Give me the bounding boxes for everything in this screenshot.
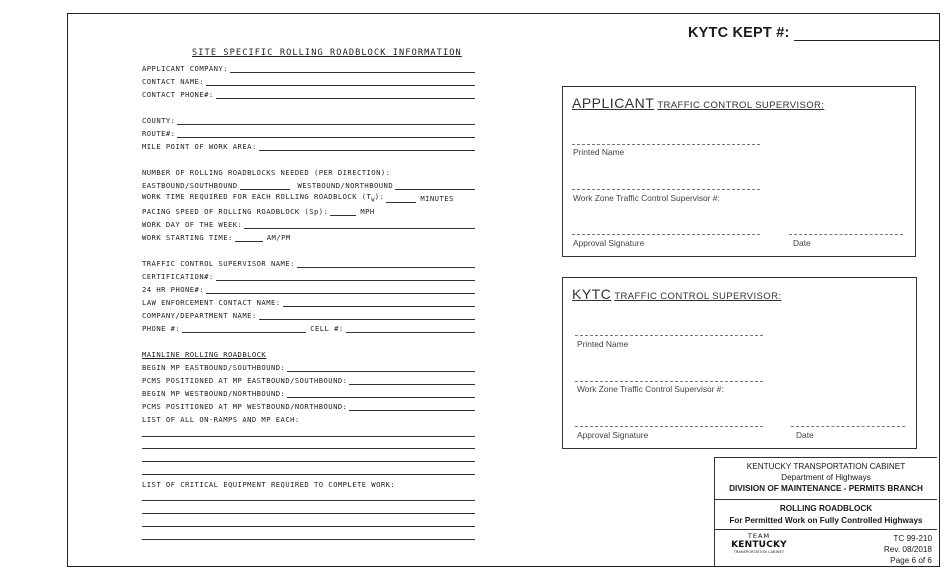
am-pm-label: AM/PM xyxy=(266,233,291,242)
begin-wb-label: BEGIN MP WESTBOUND/NORTHBOUND: xyxy=(142,389,286,398)
phone-label: PHONE #: xyxy=(142,324,181,333)
applicant-wz-label: Work Zone Traffic Control Supervisor #: xyxy=(573,193,720,203)
direction-row[interactable] xyxy=(142,179,475,190)
kytc-date-label: Date xyxy=(796,430,814,440)
contact-name-blank[interactable] xyxy=(206,77,475,86)
applicant-box-small: TRAFFIC CONTROL SUPERVISOR: xyxy=(657,100,825,111)
pcms-eb-blank[interactable] xyxy=(349,376,475,385)
work-start-row[interactable] xyxy=(142,231,475,242)
kytc-box-small: TRAFFIC CONTROL SUPERVISOR: xyxy=(614,291,782,302)
kytc-signature-label: Approval Signature xyxy=(577,430,649,440)
equipment-line-4[interactable] xyxy=(142,539,475,540)
route-blank[interactable] xyxy=(177,129,475,138)
logo-kentucky-text: KENTUCKY xyxy=(731,540,787,550)
equipment-line-3[interactable] xyxy=(142,526,475,527)
contact-phone-blank[interactable] xyxy=(216,90,475,99)
pcms-wb-blank[interactable] xyxy=(349,402,475,411)
mainline-heading: MAINLINE ROLLING ROADBLOCK xyxy=(142,350,267,359)
law-contact-label: LAW ENFORCEMENT CONTACT NAME: xyxy=(142,298,281,307)
kytc-box-heading xyxy=(572,286,781,304)
pcms-wb-label: PCMS POSITIONED AT MP WESTBOUND/NORTHBOUND: xyxy=(142,402,348,411)
pcms-wb-row[interactable] xyxy=(142,400,475,411)
form-number: TC 99-210 xyxy=(893,534,932,543)
certification-row[interactable] xyxy=(142,270,475,281)
logo-cabinet-text: TRANSPORTATION CABINET xyxy=(733,550,785,554)
kytc-tcs-box xyxy=(562,277,917,449)
applicant-signature-label: Approval Signature xyxy=(573,238,645,248)
kytc-kept-field xyxy=(688,25,940,41)
work-time-blank[interactable] xyxy=(386,194,416,203)
kytc-wz-line[interactable] xyxy=(575,381,763,382)
certification-label: CERTIFICATION#: xyxy=(142,272,214,281)
applicant-printed-name-label: Printed Name xyxy=(573,147,625,157)
work-day-label: WORK DAY OF THE WEEK: xyxy=(142,220,243,229)
work-start-label: WORK STARTING TIME: xyxy=(142,233,233,242)
ramps-line-2[interactable] xyxy=(142,448,475,449)
minutes-label: MINUTES xyxy=(420,194,454,203)
pacing-speed-blank[interactable] xyxy=(330,207,356,216)
begin-wb-blank[interactable] xyxy=(287,389,475,398)
title-block-document xyxy=(715,500,937,530)
begin-eb-blank[interactable] xyxy=(287,363,475,372)
begin-eb-label: BEGIN MP EASTBOUND/SOUTHBOUND: xyxy=(142,363,286,372)
mile-point-label: MILE POINT OF WORK AREA: xyxy=(142,142,257,151)
equipment-row xyxy=(142,478,475,489)
applicant-date-label: Date xyxy=(793,238,811,248)
phone-24-label: 24 HR PHONE#: xyxy=(142,285,205,294)
site-info-title: SITE SPECIFIC ROLLING ROADBLOCK INFORMATION xyxy=(192,48,462,58)
title-block-agency xyxy=(715,458,937,500)
title-block-form-info xyxy=(884,533,932,566)
county-row[interactable] xyxy=(142,114,475,125)
mph-label: MPH xyxy=(360,207,375,216)
tcs-name-blank[interactable] xyxy=(297,259,475,268)
pcms-eb-row[interactable] xyxy=(142,374,475,385)
kytc-printed-name-label: Printed Name xyxy=(577,339,629,349)
work-start-blank[interactable] xyxy=(235,233,263,242)
work-day-blank[interactable] xyxy=(244,220,475,229)
phone-24-blank[interactable] xyxy=(206,285,475,294)
pacing-speed-row[interactable] xyxy=(142,205,475,216)
agency-name: KENTUCKY TRANSPORTATION CABINET xyxy=(746,462,906,471)
applicant-wz-line[interactable] xyxy=(572,189,760,190)
applicant-company-label: APPLICANT COMPANY: xyxy=(142,64,228,73)
team-kentucky-logo xyxy=(731,533,787,565)
department-name: Department of Highways xyxy=(781,473,871,482)
county-blank[interactable] xyxy=(177,116,475,125)
document-subtitle: For Permitted Work on Fully Controlled Highways xyxy=(729,516,923,525)
kytc-kept-blank[interactable] xyxy=(794,26,940,41)
county-label: COUNTY: xyxy=(142,116,176,125)
kytc-box-big: KYTC xyxy=(572,286,612,302)
westbound-label: WESTBOUND/NORTHBOUND xyxy=(297,181,394,190)
eastbound-label: EASTBOUND/SOUTHBOUND xyxy=(142,181,238,190)
contact-name-row[interactable] xyxy=(142,75,475,86)
law-contact-blank[interactable] xyxy=(283,298,475,307)
applicant-company-blank[interactable] xyxy=(230,64,475,73)
company-dept-row[interactable] xyxy=(142,309,475,320)
westbound-blank[interactable] xyxy=(395,181,475,190)
kytc-signature-line[interactable] xyxy=(575,426,763,427)
begin-eb-row[interactable] xyxy=(142,361,475,372)
applicant-box-heading xyxy=(572,95,824,113)
ramps-line-1[interactable] xyxy=(142,436,475,437)
route-label: ROUTE#: xyxy=(142,129,176,138)
begin-wb-row[interactable] xyxy=(142,387,475,398)
phone-cell-row[interactable] xyxy=(142,322,475,333)
ramps-line-4[interactable] xyxy=(142,474,475,475)
phone-blank[interactable] xyxy=(182,324,306,333)
work-time-label: WORK TIME REQUIRED FOR EACH ROLLING ROADBLOCK $(T_W)$: xyxy=(142,191,385,203)
pacing-speed-label: PACING SPEED OF ROLLING ROADBLOCK (Sp): xyxy=(142,207,329,216)
mainline-heading-row xyxy=(142,348,475,359)
contact-phone-label: CONTACT PHONE#: xyxy=(142,90,214,99)
cell-blank[interactable] xyxy=(346,324,475,333)
num-roadblocks-label: NUMBER OF ROLLING ROADBLOCKS NEEDED (PER DIRECTION): xyxy=(142,168,391,177)
eastbound-blank[interactable] xyxy=(240,181,290,190)
applicant-date-line[interactable] xyxy=(789,234,903,235)
equipment-label: LIST OF CRITICAL EQUIPMENT REQUIRED TO COMPLETE WORK: xyxy=(142,480,396,489)
applicant-printed-name-line[interactable] xyxy=(572,144,760,145)
certification-blank[interactable] xyxy=(216,272,475,281)
mile-point-blank[interactable] xyxy=(259,142,475,151)
work-time-row[interactable] xyxy=(142,192,475,203)
page-number: Page 6 of 6 xyxy=(890,556,932,565)
pcms-eb-label: PCMS POSITIONED AT MP EASTBOUND/SOUTHBOUND: xyxy=(142,376,348,385)
contact-name-label: CONTACT NAME: xyxy=(142,77,205,86)
cell-label: CELL #: xyxy=(310,324,344,333)
division-name: DIVISION OF MAINTENANCE - PERMITS BRANCH xyxy=(729,484,923,493)
ramps-line-3[interactable] xyxy=(142,461,475,462)
logo-team-text: TEAM xyxy=(747,532,771,540)
applicant-company-row[interactable] xyxy=(142,62,475,73)
law-contact-row[interactable] xyxy=(142,296,475,307)
applicant-tcs-box xyxy=(562,86,916,257)
route-row[interactable] xyxy=(142,127,475,138)
ramps-label: LIST OF ALL ON-RAMPS AND MP EACH: xyxy=(142,415,300,424)
company-dept-label: COMPANY/DEPARTMENT NAME: xyxy=(142,311,257,320)
ramps-row xyxy=(142,413,475,424)
num-roadblocks-row xyxy=(142,166,475,177)
kytc-wz-label: Work Zone Traffic Control Supervisor #: xyxy=(577,384,724,394)
kytc-printed-name-line[interactable] xyxy=(575,335,763,336)
company-dept-blank[interactable] xyxy=(259,311,475,320)
revision-date: Rev. 08/2018 xyxy=(883,545,932,554)
tcs-name-label: TRAFFIC CONTROL SUPERVISOR NAME: xyxy=(142,259,295,268)
applicant-signature-line[interactable] xyxy=(572,234,760,235)
title-block xyxy=(714,457,937,567)
mile-point-row[interactable] xyxy=(142,140,475,151)
document-title: ROLLING ROADBLOCK xyxy=(779,504,873,513)
contact-phone-row[interactable] xyxy=(142,88,475,99)
tcs-name-row[interactable] xyxy=(142,257,475,268)
applicant-box-big: APPLICANT xyxy=(572,95,655,111)
work-day-row[interactable] xyxy=(142,218,475,229)
equipment-line-1[interactable] xyxy=(142,500,475,501)
kytc-date-line[interactable] xyxy=(791,426,905,427)
kytc-kept-label: KYTC KEPT #: xyxy=(688,25,790,41)
equipment-line-2[interactable] xyxy=(142,513,475,514)
phone-24-row[interactable] xyxy=(142,283,475,294)
